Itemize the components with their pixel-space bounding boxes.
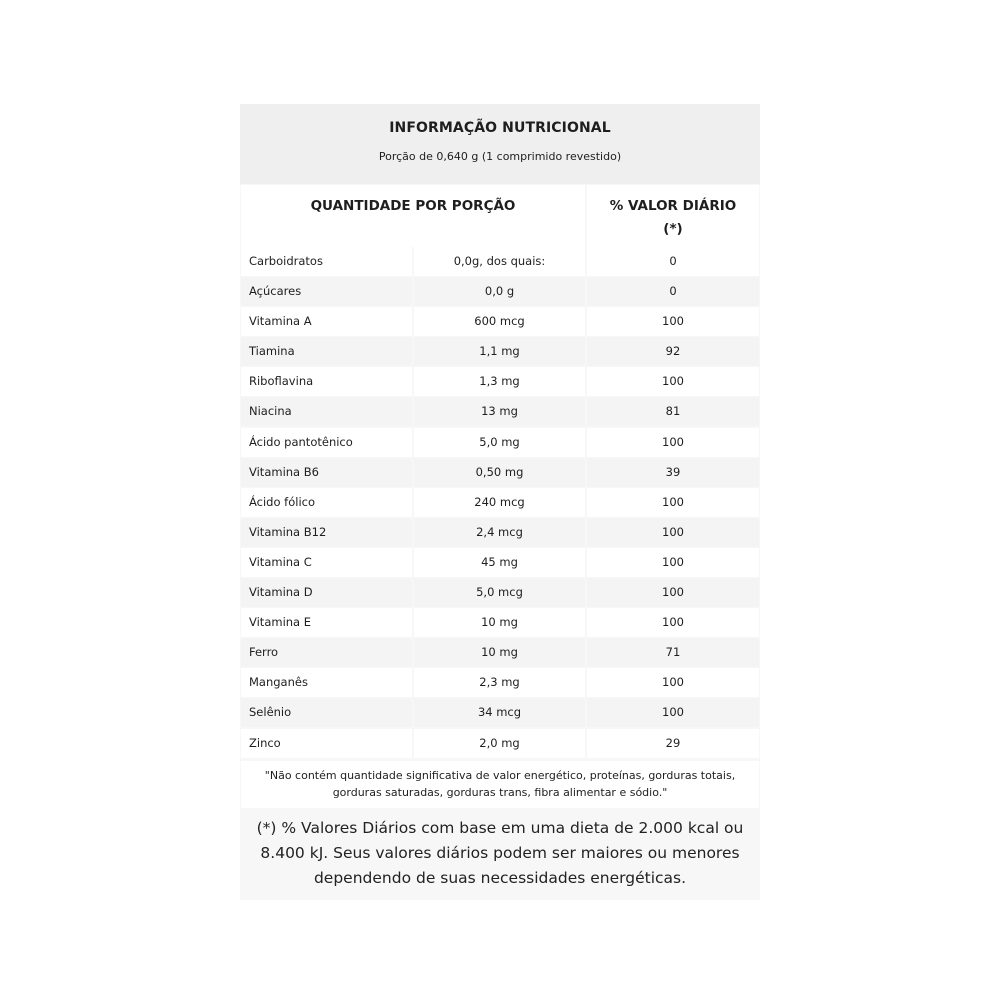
nutrient-daily-value: 100 (587, 698, 759, 727)
nutrient-name: Vitamina C (249, 554, 312, 569)
nutrient-name: Ácido fólico (249, 494, 316, 509)
nutrient-name: Vitamina B12 (249, 524, 327, 539)
nutrient-name-cell (241, 397, 412, 426)
footnote (241, 761, 759, 808)
table-row (240, 428, 760, 458)
nutrient-amount: 600 mcg (414, 307, 585, 336)
nutrient-name: Ácido pantotênico (249, 434, 353, 449)
column-header-quantity (241, 185, 585, 247)
nutrient-name: Tiamina (249, 344, 295, 359)
nutrient-amount: 2,4 mcg (414, 518, 585, 547)
nutrient-name: Niacina (249, 404, 292, 419)
nutrient-daily-value: 92 (587, 337, 759, 366)
nutrient-daily-value: 0 (587, 277, 759, 306)
table-row (240, 578, 760, 608)
table-row (240, 518, 760, 548)
nutrient-amount: 5,0 mg (414, 428, 585, 457)
nutrient-name-cell (241, 458, 412, 487)
table-row (240, 608, 760, 638)
nutrient-name-cell (241, 428, 412, 457)
nutrient-name-cell (241, 337, 412, 366)
nutrition-facts-card (240, 104, 760, 900)
table-title: INFORMAÇÃO NUTRICIONAL (389, 120, 611, 136)
daily-value-disclaimer (240, 816, 760, 891)
nutrient-amount: 0,0 g (414, 277, 585, 306)
nutrient-amount: 2,0 mg (414, 729, 585, 758)
nutrient-amount: 10 mg (414, 638, 585, 667)
table-row (240, 277, 760, 307)
nutrient-amount: 10 mg (414, 608, 585, 637)
nutrient-daily-value: 100 (587, 518, 759, 547)
daily-value-disclaimer-text: (*) % Valores Diários com base em uma dieta de 2.000 kcal ou 8.400 kJ. Seus valores diários podem ser maiores ou menores dependendo de suas necessidades energéticas. (256, 819, 744, 887)
nutrient-daily-value: 39 (587, 458, 759, 487)
nutrient-amount: 1,1 mg (414, 337, 585, 366)
nutrient-daily-value: 100 (587, 668, 759, 697)
table-row (240, 458, 760, 488)
table-row (240, 307, 760, 337)
nutrient-amount: 5,0 mcg (414, 578, 585, 607)
nutrient-name: Selênio (249, 705, 292, 720)
nutrient-amount: 45 mg (414, 548, 585, 577)
nutrient-name: Açúcares (249, 284, 302, 299)
nutrient-amount: 0,50 mg (414, 458, 585, 487)
nutrient-name-cell (241, 548, 412, 577)
column-header-daily-value-label: % VALOR DIÁRIO (*) (609, 198, 737, 237)
table-row (240, 367, 760, 397)
nutrient-daily-value: 100 (587, 608, 759, 637)
table-row (240, 548, 760, 578)
nutrient-name-cell (241, 367, 412, 396)
nutrient-name: Riboflavina (249, 374, 314, 389)
nutrient-daily-value: 100 (587, 307, 759, 336)
nutrient-daily-value: 0 (587, 247, 759, 276)
nutrient-name: Carboidratos (249, 254, 323, 268)
nutrient-name-cell (241, 698, 412, 727)
nutrient-daily-value: 29 (587, 729, 759, 758)
nutrient-amount: 13 mg (414, 397, 585, 426)
nutrient-daily-value: 100 (587, 548, 759, 577)
nutrient-name-cell (241, 518, 412, 547)
nutrient-daily-value: 81 (587, 397, 759, 426)
nutrient-amount: 0,0g, dos quais: (414, 247, 585, 276)
table-row (240, 698, 760, 728)
nutrient-name-cell (241, 608, 412, 637)
nutrient-name: Manganês (249, 675, 308, 690)
nutrient-name-cell (241, 488, 412, 517)
nutrient-name-cell (241, 307, 412, 336)
nutrient-name: Vitamina B6 (249, 464, 319, 479)
nutrient-amount: 1,3 mg (414, 367, 585, 396)
nutrient-name: Ferro (249, 645, 279, 660)
footnote-text: "Não contém quantidade significativa de valor energético, proteínas, gorduras totais, gorduras saturadas, gorduras trans, fibra alimentar e sódio." (264, 769, 736, 799)
nutrient-name: Vitamina D (249, 585, 313, 600)
nutrient-amount: 240 mcg (414, 488, 585, 517)
nutrient-name: Vitamina A (249, 314, 312, 329)
column-header-quantity-label: QUANTIDADE POR PORÇÃO (310, 198, 516, 214)
table-row (240, 488, 760, 518)
nutrient-name-cell (241, 277, 412, 306)
nutrient-name-cell (241, 578, 412, 607)
nutrient-amount: 34 mcg (414, 698, 585, 727)
nutrient-daily-value: 100 (587, 367, 759, 396)
table-row (240, 638, 760, 668)
table-row (240, 729, 760, 759)
table-row (240, 397, 760, 427)
column-header-daily-value (587, 185, 759, 247)
nutrient-name: Zinco (249, 735, 281, 750)
nutrient-daily-value: 100 (587, 488, 759, 517)
nutrient-name-cell (241, 668, 412, 697)
nutrient-amount: 2,3 mg (414, 668, 585, 697)
serving-size: Porção de 0,640 g (1 comprimido revestido) (378, 150, 622, 163)
table-row (240, 247, 760, 277)
nutrient-daily-value: 71 (587, 638, 759, 667)
table-header (240, 104, 760, 184)
table-row (240, 337, 760, 367)
nutrient-daily-value: 100 (587, 578, 759, 607)
nutrient-rows (240, 247, 760, 759)
nutrient-name: Vitamina E (249, 615, 312, 630)
table-row (240, 668, 760, 698)
nutrient-name-cell (241, 729, 412, 758)
nutrient-name-cell (241, 247, 412, 276)
nutrient-daily-value: 100 (587, 428, 759, 457)
nutrient-name-cell (241, 638, 412, 667)
